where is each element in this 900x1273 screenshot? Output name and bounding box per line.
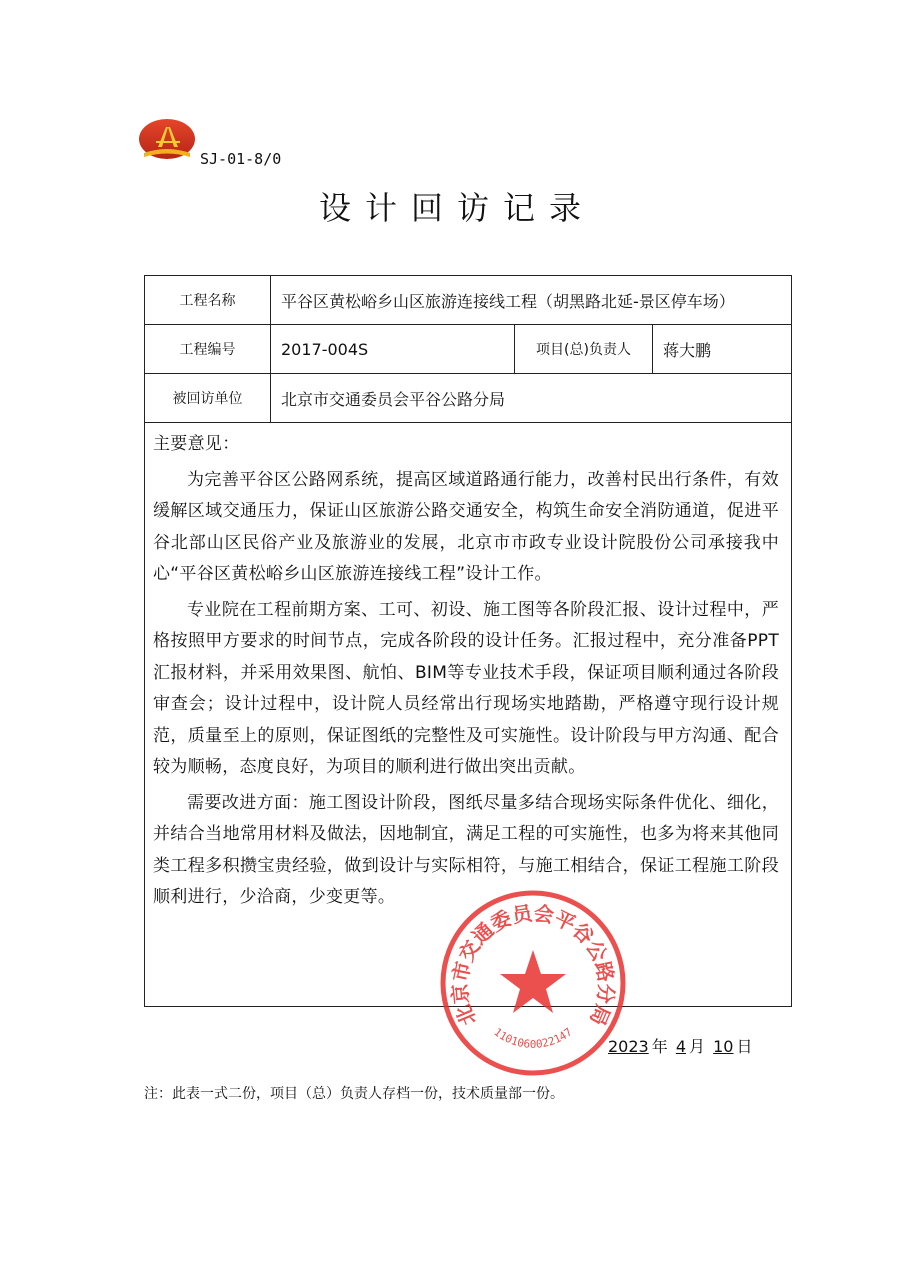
opinion-heading: 主要意见： — [153, 434, 240, 454]
project-name-value: 平谷区黄松峪乡山区旅游连接线工程（胡黑路北延-景区停车场） — [271, 276, 792, 325]
opinion-paragraph: 需要改进方面：施工图设计阶段，图纸尽量多结合现场实际条件优化、细化，并结合当地常用材料及做法，因地制宜，满足工程的可实施性，也多为将来其他同类工程多积攒宝贵经验，做到设计与实际相符，与施工相结合，保证工程施工阶段顺利进行，少洽商，少变更等。 — [153, 792, 780, 907]
document-code: SJ-01-8/0 — [200, 150, 282, 168]
company-logo-icon — [138, 117, 196, 163]
opinion-paragraph: 为完善平谷区公路网系统，提高区域道路通行能力，改善村民出行条件，有效缓解区域交通压力，保证山区旅游公路交通安全，构筑生命安全消防通道，促进平谷北部山区民俗产业及旅游业的发展，北京市市政专业设计院股份公司承接我中心“平谷区黄松峪乡山区旅游连接线工程”设计工作。 — [153, 469, 780, 584]
date-year: 2023 — [608, 1037, 649, 1056]
leader-value: 蒋大鹏 — [653, 325, 792, 374]
leader-label: 项目(总)负责人 — [515, 325, 653, 374]
date-year-unit: 年 — [651, 1037, 668, 1056]
project-no-value: 2017-004S — [271, 325, 515, 374]
official-seal — [438, 888, 628, 1078]
project-no-label: 工程编号 — [145, 325, 271, 374]
date-line — [605, 1034, 753, 1057]
date-month-unit: 月 — [689, 1037, 706, 1056]
visited-unit-label: 被回访单位 — [145, 374, 271, 423]
seal-number: 1101060022147 — [491, 1025, 575, 1051]
seal-text: 北京市交通委员会平谷公路分局 — [447, 900, 619, 1030]
project-name-label: 工程名称 — [145, 276, 271, 325]
opinion-paragraph: 专业院在工程前期方案、工可、初设、施工图等各阶段汇报、设计过程中，严格按照甲方要求的时间节点，完成各阶段的设计任务。汇报过程中，充分准备PPT汇报材料，并采用效果图、航怕、BIM等专业技术手段，保证项目顺利通过各阶段审查会；设计过程中，设计院人员经常出行现场实地踏勘，严格遵守现行设计规范，质量至上的原则，保证图纸的完整性及可实施性。设计阶段与甲方沟通、配合较为顺畅，态度良好，为项目的顺利进行做出突出贡献。 — [153, 599, 780, 777]
page-title: 设计回访记录 — [318, 189, 595, 227]
date-day: 10 — [713, 1037, 734, 1056]
visited-unit-value: 北京市交通委员会平谷公路分局 — [271, 374, 792, 423]
date-day-unit: 日 — [736, 1037, 753, 1056]
opinion-section — [145, 423, 791, 914]
footer-note: 注：此表一式二份，项目（总）负责人存档一份，技术质量部一份。 — [144, 1086, 564, 1102]
date-month: 4 — [675, 1037, 687, 1056]
seal-star-icon — [500, 950, 566, 1013]
svg-text:1101060022147 — [491, 1025, 574, 1050]
